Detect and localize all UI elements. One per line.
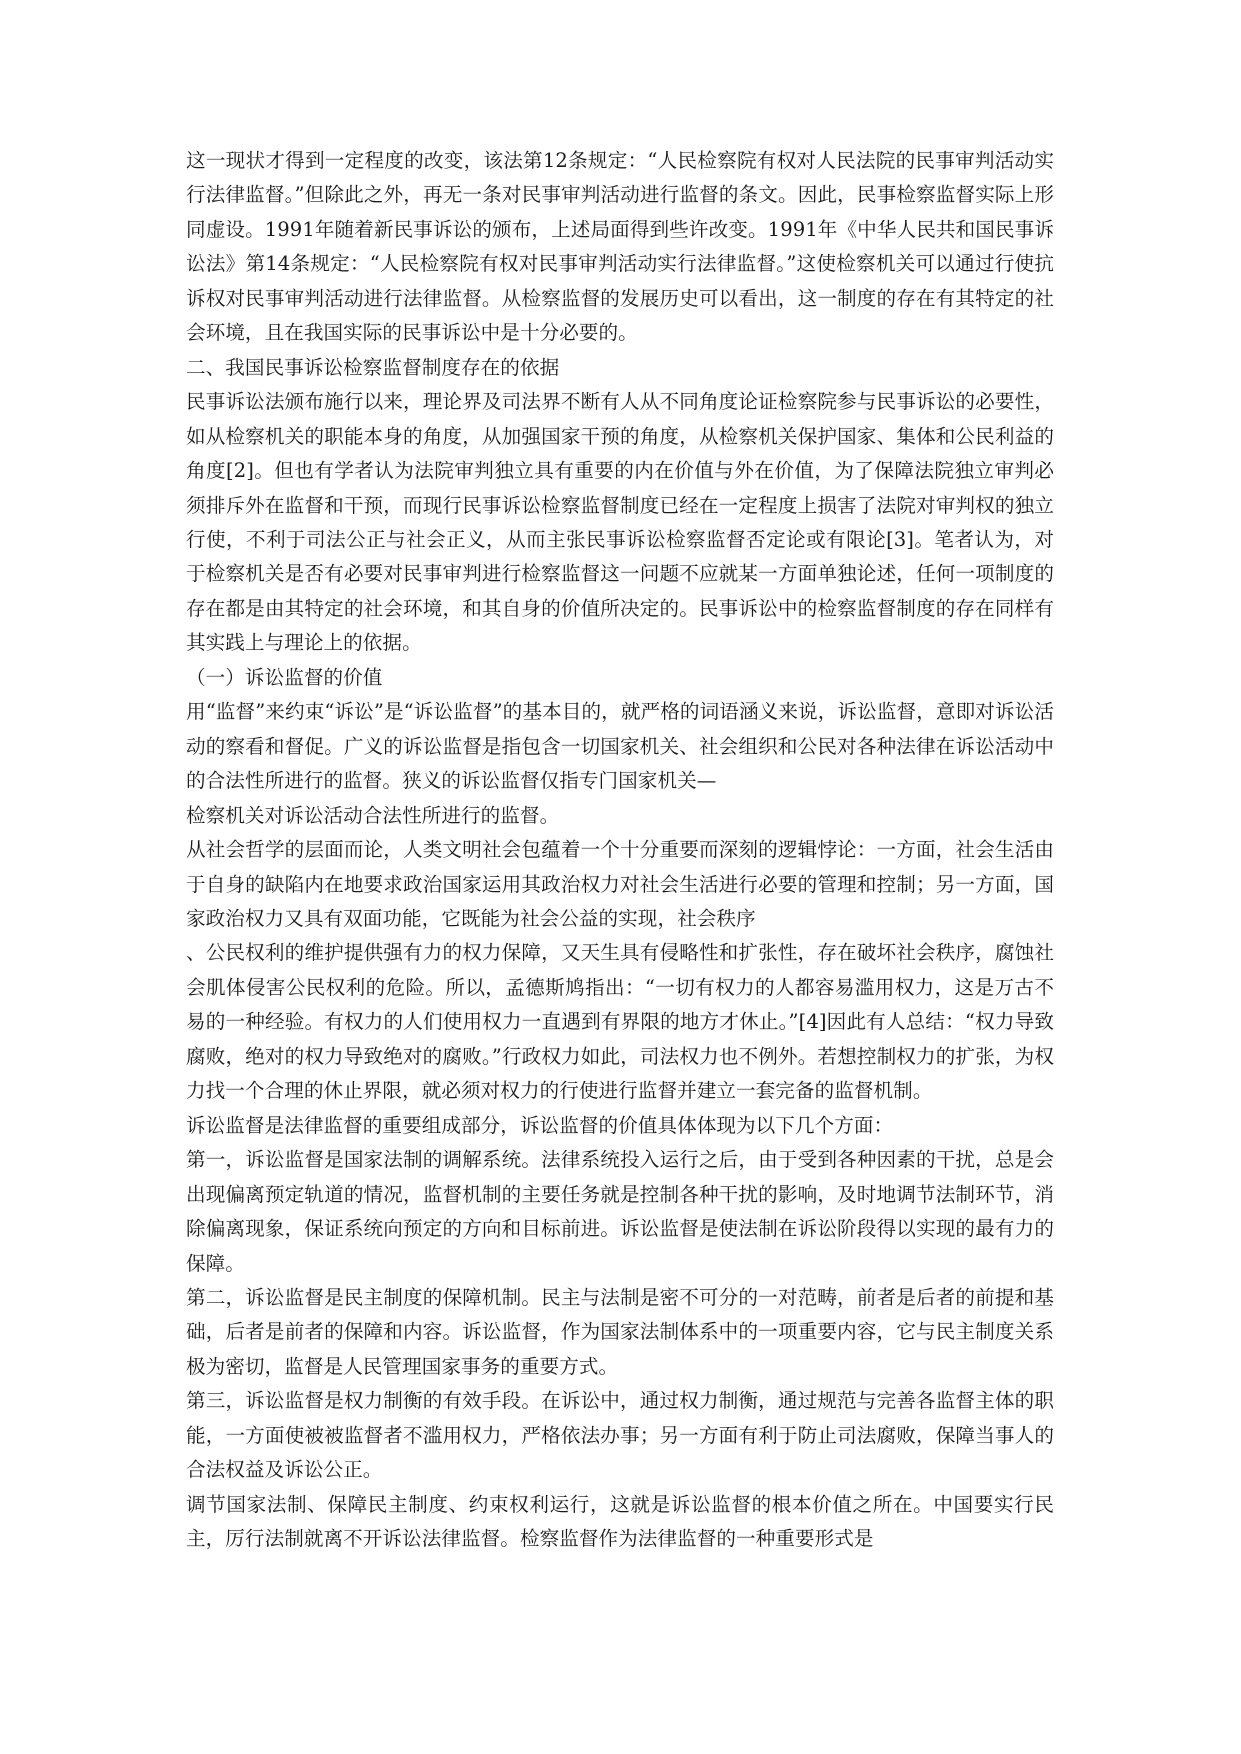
paragraph-definition-cont: 检察机关对诉讼活动合法性所进行的监督。 (186, 803, 560, 827)
paragraph-basis: 民事诉讼法颁布施行以来，理论界及司法界不断有人从不同角度论证检察院参与民事诉讼的必要性，如从检察机关的职能本身的角度，从加强国家干预的角度，从检察机关保护国家、集体和公民利益的角度[2]。但也有学者认为法院审判独立具有重要的内在价值与外在价值，为了保障法院独立审判必须排斥外在监督和干预，而现行民事诉讼检察监督制度已经在一定程度上损害了法院对审判权的独立行使，不利于司法公正与社会正义，从而主张民事诉讼检察监督否定论或有限论[3]。笔者认为，对于检察机关是否有必要对民事审判进行检察监督这一问题不应就某一方面单独论述，任何一项制度的存在都是由其特定的社会环境，和其自身的价值所决定的。民事诉讼中的检察监督制度的存在同样有其实践上与理论上的依据。 (186, 390, 1054, 655)
paragraph-definition: 用“监督”来约束“诉讼”是“诉讼监督”的基本目的，就严格的词语涵义来说，诉讼监督，意即对诉讼活动的察看和督促。广义的诉讼监督是指包含一切国家机关、社会组织和公民对各种法律在诉讼活动中的合法性所进行的监督。狭义的诉讼监督仅指专门国家机关— (186, 700, 1054, 793)
section-heading-2: 二、我国民事诉讼检察监督制度存在的依据 (186, 355, 560, 379)
subsection-heading-1: （一）诉讼监督的价值 (186, 665, 383, 689)
paragraph-first: 第一，诉讼监督是国家法制的调解系统。法律系统投入运行之后，由于受到各种因素的干扰，总是会出现偏离预定轨道的情况，监督机制的主要任务就是控制各种干扰的影响，及时地调节法制环节，消除偏离现象，保证系统向预定的方向和目标前进。诉讼监督是使法制在诉讼阶段得以实现的最有力的保障。 (186, 1148, 1054, 1275)
paragraph-conclusion: 调节国家法制、保障民主制度、约束权利运行，这就是诉讼监督的根本价值之所在。中国要实行民主，厉行法制就离不开诉讼法律监督。检察监督作为法律监督的一种重要形式是 (186, 1492, 1054, 1551)
paragraph-third: 第三，诉讼监督是权力制衡的有效手段。在诉讼中，通过权力制衡，通过规范与完善各监督主体的职能，一方面使被被监督者不滥用权力，严格依法办事；另一方面有利于防止司法腐败，保障当事人的合法权益及诉讼公正。 (186, 1389, 1054, 1482)
paragraph-value-intro: 诉讼监督是法律监督的重要组成部分，诉讼监督的价值具体体现为以下几个方面： (186, 1113, 894, 1137)
paragraph-philosophy: 从社会哲学的层面而论，人类文明社会包蕴着一个十分重要而深刻的逻辑悖论：一方面，社会生活由于自身的缺陷内在地要求政治国家运用其政治权力对社会生活进行必要的管理和控制；另一方面，国家政治权力又具有双面功能，它既能为社会公益的实现，社会秩序 (186, 838, 1054, 930)
paragraph-power: 、公民权利的维护提供强有力的权力保障，又天生具有侵略性和扩张性，存在破坏社会秩序，腐蚀社会肌体侵害公民权利的危险。所以，孟德斯鸠指出：“一切有权力的人都容易滥用权力，这是万古不易的一种经验。有权力的人们使用权力一直遇到有界限的地方才休止。”[4]因此有人总结：“权力导致腐败，绝对的权力导致绝对的腐败。”行政权力如此，司法权力也不例外。若想控制权力的扩张，为权力找一个合理的休止界限，就必须对权力的行使进行监督并建立一套完备的监督机制。 (186, 941, 1054, 1103)
document-body (186, 144, 1054, 1557)
paragraph-second: 第二，诉讼监督是民主制度的保障机制。民主与法制是密不可分的一对范畴，前者是后者的前提和基础，后者是前者的保障和内容。诉讼监督，作为国家法制体系中的一项重要内容，它与民主制度关系极为密切，监督是人民管理国家事务的重要方式。 (186, 1285, 1054, 1378)
paragraph-intro: 这一现状才得到一定程度的改变，该法第12条规定：“人民检察院有权对人民法院的民事审判活动实行法律监督。”但除此之外，再无一条对民事审判活动进行监督的条文。因此，民事检察监督实际上形同虚设。1991年随着新民事诉讼的颁布，上述局面得到些许改变。1991年《中华人民共和国民事诉讼法》第14条规定：“人民检察院有权对民事审判活动实行法律监督。”这使检察机关可以通过行使抗诉权对民事审判活动进行法律监督。从检察监督的发展历史可以看出，这一制度的存在有其特定的社会环境，且在我国实际的民事诉讼中是十分必要的。 (186, 149, 1054, 345)
